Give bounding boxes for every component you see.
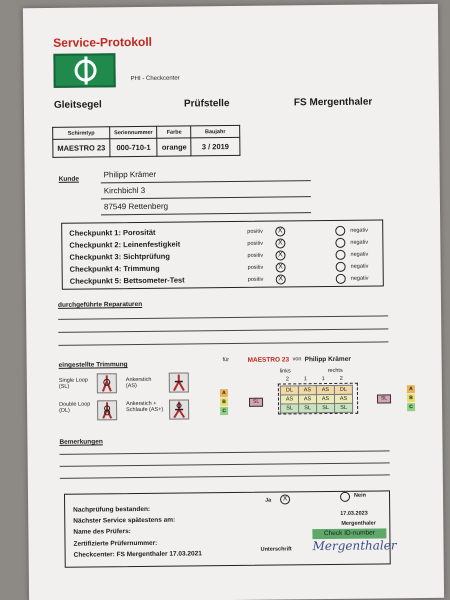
- line-b-tag: B: [220, 398, 228, 406]
- negative-label: negativ: [350, 275, 369, 282]
- customer-name-line: Philipp Krämer: [101, 168, 311, 183]
- phi-caption: PHI - Checkcenter: [130, 75, 180, 83]
- repairs-line: [58, 341, 388, 345]
- signature: Mergenthaler: [312, 538, 397, 554]
- positive-label: positiv: [247, 276, 264, 283]
- double-loop-knot-icon: [97, 400, 117, 420]
- trim-cell: AS: [334, 394, 352, 403]
- trim-cell: AS: [298, 395, 316, 404]
- remarks-line: [60, 450, 390, 454]
- cell-type: MAESTRO 23: [53, 139, 110, 158]
- remarks-line: [60, 474, 390, 478]
- remarks-heading: Bemerkungen: [59, 438, 103, 446]
- positive-label: positiv: [247, 240, 264, 247]
- station-name: FS Mergenthaler: [293, 96, 373, 109]
- trim-heading: eingestellte Trimmung: [58, 361, 128, 369]
- cell-color: orange: [157, 138, 191, 156]
- checkpoint-1: Checkpunkt 1: Porosität: [69, 227, 156, 238]
- col-header-color: Farbe: [157, 126, 191, 138]
- trim-cell: SL: [299, 404, 317, 413]
- positive-checkbox-3[interactable]: X: [275, 250, 285, 260]
- inspector-label: Name des Prüfers:: [73, 528, 131, 536]
- phi-logo-bar-icon: [84, 57, 87, 85]
- checkpoint-4: Checkpunkt 4: Trimmung: [69, 263, 160, 274]
- check-id-badge: Check ID-number: [312, 528, 386, 539]
- negative-label: negativ: [350, 239, 369, 246]
- remarks-line: [60, 462, 390, 466]
- line-b-tag-right: B: [407, 394, 415, 402]
- col-number-l1: 1: [303, 376, 307, 383]
- trim-grid: [280, 385, 353, 414]
- cell-serial: 000-710-1: [110, 138, 158, 156]
- col-number-r2: 2: [339, 375, 343, 382]
- document-title: Service-Protokoll: [53, 34, 153, 50]
- negative-checkbox-4[interactable]: [336, 262, 346, 272]
- next-service-label: Nächster Service spätestens am:: [73, 516, 176, 525]
- positive-label: positiv: [247, 228, 263, 235]
- line-c-tag-right: C: [407, 403, 415, 411]
- double-loop-label: Double Loop (DL): [59, 401, 91, 414]
- col-header-year: Baujahr: [191, 125, 239, 138]
- positive-label: positiv: [247, 252, 264, 259]
- negative-label: negativ: [350, 263, 369, 270]
- checkpoint-3: Checkpunkt 3: Sichtprüfung: [69, 251, 170, 262]
- trim-cell: DL: [334, 385, 352, 394]
- positive-checkbox-5[interactable]: X: [276, 274, 286, 284]
- col-header-type: Schirmtyp: [53, 127, 110, 140]
- checkpoint-2: Checkpunkt 2: Leinenfestigkeit: [69, 239, 181, 250]
- repairs-heading: durchgeführte Reparaturen: [57, 300, 143, 309]
- negative-label: negativ: [350, 227, 369, 234]
- col-number-r1: 1: [321, 376, 325, 383]
- certified-number-label: Zertifizierte Prüfernummer:: [73, 539, 158, 548]
- ankerstich-label: Ankerstich (AS): [125, 376, 152, 390]
- customer-street-line: Kirchbichl 3: [101, 184, 311, 199]
- line-c-tag: C: [220, 407, 228, 415]
- trim-cell: AS: [316, 394, 334, 403]
- checkpoint-5: Checkpunkt 5: Bettsometer-Test: [69, 275, 185, 286]
- sl-tag-right: SL: [377, 394, 391, 403]
- trim-cell: AS: [298, 386, 316, 395]
- col-number-l2: 2: [285, 376, 289, 383]
- repairs-line: [58, 315, 388, 319]
- trim-cell: SL: [281, 404, 299, 413]
- ja-checkbox[interactable]: X: [280, 494, 290, 504]
- trim-cell: DL: [280, 386, 298, 395]
- ja-label: Ja: [265, 497, 272, 504]
- trim-from-label: von: [292, 356, 302, 363]
- positive-label: positiv: [247, 264, 264, 271]
- positive-checkbox-1[interactable]: X: [275, 226, 285, 236]
- negative-checkbox-1[interactable]: [335, 226, 345, 236]
- cell-year: 3 / 2019: [191, 137, 239, 156]
- glider-info-table: [52, 125, 240, 158]
- single-loop-knot-icon: [97, 373, 117, 393]
- links-label: links: [279, 368, 291, 375]
- line-a-tag-right: A: [407, 385, 415, 393]
- trim-model: MAESTRO 23: [247, 356, 290, 364]
- customer-label: Kunde: [58, 175, 79, 183]
- negative-checkbox-5[interactable]: [336, 274, 346, 284]
- nein-checkbox[interactable]: [340, 492, 350, 502]
- checkcenter-line: Checkcenter: FS Mergenthaler 17.03.2021: [73, 550, 202, 559]
- passed-label: Nachprüfung bestanden:: [73, 505, 151, 514]
- negative-checkbox-2[interactable]: [335, 238, 345, 248]
- next-service-date: 17.03.2023: [340, 510, 368, 517]
- trim-cell: SL: [335, 403, 353, 412]
- positive-checkbox-2[interactable]: X: [275, 238, 285, 248]
- negative-checkbox-3[interactable]: [335, 250, 345, 260]
- signature-label: Unterschrift: [260, 546, 292, 553]
- ankerstich-schlaufe-knot-icon: [169, 399, 189, 419]
- inspector-name: Mergenthaler: [341, 520, 376, 527]
- sl-tag-left: SL: [249, 398, 263, 407]
- single-loop-label: Single Loop (SL): [58, 377, 88, 390]
- phi-logo: [53, 53, 115, 88]
- nein-label: Nein: [353, 492, 366, 499]
- trim-owner: Philipp Krämer: [304, 355, 351, 364]
- repairs-line: [58, 328, 388, 332]
- ankerstich-knot-icon: [169, 372, 189, 392]
- negative-label: negativ: [350, 251, 369, 258]
- service-protocol-sheet: [23, 4, 444, 600]
- customer-city-line: 87549 Rettenberg: [101, 200, 311, 215]
- trim-cell: AS: [316, 385, 334, 394]
- ankerstich-schlaufe-label: Ankerstich + Schlaufe (AS+): [126, 400, 164, 414]
- trim-cell: SL: [317, 403, 335, 412]
- station-label: Prüfstelle: [183, 98, 230, 110]
- positive-checkbox-4[interactable]: X: [276, 262, 286, 272]
- rechts-label: rechts: [327, 367, 343, 375]
- category-label: Gleitsegel: [53, 99, 102, 111]
- trim-cell: AS: [280, 395, 298, 404]
- col-header-serial: Seriennummer: [110, 126, 158, 138]
- line-a-tag: A: [220, 389, 228, 397]
- trim-for-label: für: [222, 357, 230, 364]
